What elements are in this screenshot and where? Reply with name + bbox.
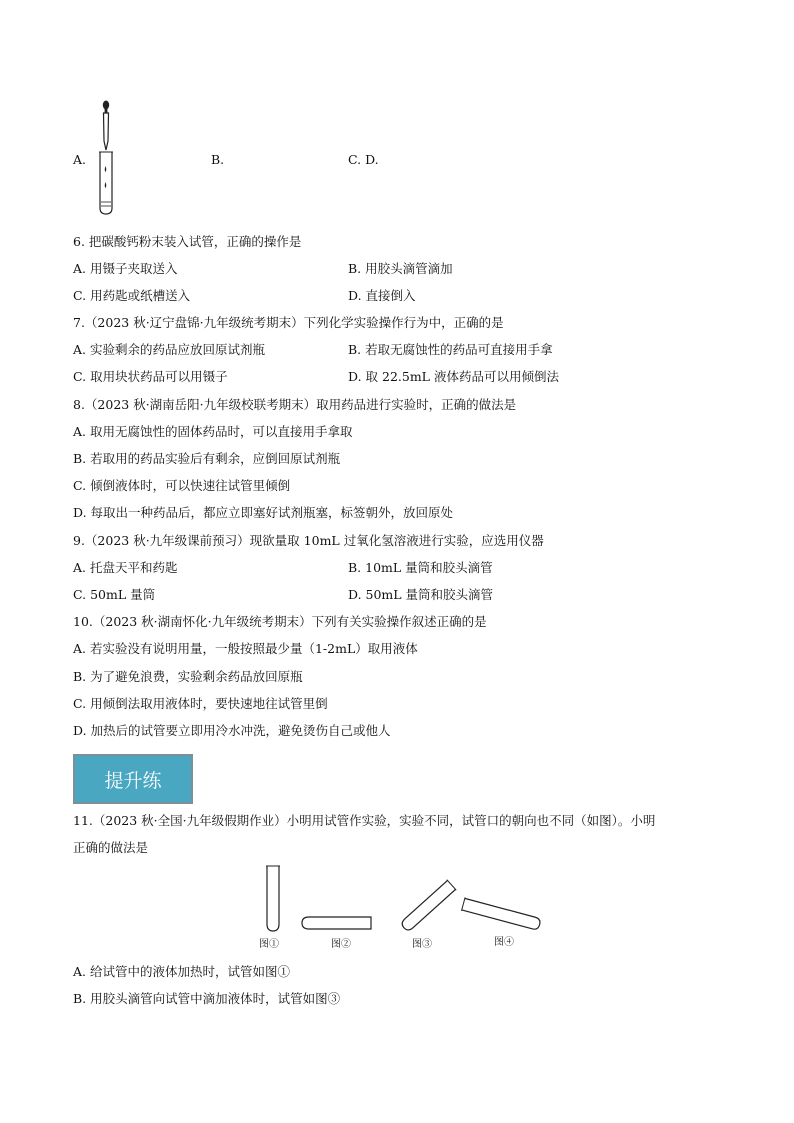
dropper-test-tube-figure <box>96 98 120 218</box>
test-tube-orientation-figure <box>255 862 545 942</box>
q6-option-b: B. 用胶头滴管滴加 <box>348 261 453 276</box>
q7-option-c: C. 取用块状药品可以用镊子 <box>73 369 228 384</box>
q7-option-a: A. 实验剩余的药品应放回原试剂瓶 <box>73 342 265 357</box>
figure-label-4: 图④ <box>494 937 514 948</box>
q9-option-d: D. 50mL 量筒和胶头滴管 <box>348 587 494 602</box>
q9-option-b: B. 10mL 量筒和胶头滴管 <box>348 560 493 575</box>
q6-option-a: A. 用镊子夹取送入 <box>73 261 178 276</box>
tube-4-tilted-down <box>462 898 541 930</box>
q6-option-d: D. 直接倒入 <box>348 288 416 303</box>
q11-option-b: B. 用胶头滴管向试管中滴加液体时，试管如图③ <box>73 991 341 1006</box>
tube-3-tilted <box>400 880 456 932</box>
q7-option-b: B. 若取无腐蚀性的药品可直接用手拿 <box>348 342 553 357</box>
dropper-neck <box>105 108 108 113</box>
figure-label-1: 图① <box>259 939 279 950</box>
tube-1-vertical <box>267 866 279 931</box>
q10-stem: 10.（2023 秋·湖南怀化·九年级统考期末）下列有关实验操作叙述正确的是 <box>73 614 487 629</box>
q8-option-c: C. 倾倒液体时，可以快速往试管里倾倒 <box>73 478 291 493</box>
q10-option-c: C. 用倾倒法取用液体时，要快速地往试管里倒 <box>73 696 328 711</box>
q9-option-c: C. 50mL 量筒 <box>73 587 156 602</box>
tube-2-horizontal <box>302 917 371 929</box>
q10-option-d: D. 加热后的试管要立即用冷水冲洗，避免烫伤自己或他人 <box>73 723 391 738</box>
q7-stem: 7.（2023 秋·辽宁盘锦·九年级统考期末）下列化学实验操作行为中，正确的是 <box>73 315 504 330</box>
q9-option-a: A. 托盘天平和药匙 <box>73 560 178 575</box>
figure-label-2: 图② <box>331 939 351 950</box>
q5-option-a: A. <box>73 152 87 167</box>
q11-stem-line1: 11.（2023 秋·全国·九年级假期作业）小明用试管作实验，实验不同，试管口的朝向也不同（如图）。小明 <box>73 813 656 828</box>
q9-stem: 9.（2023 秋·九年级课前预习）现欲量取 10mL 过氧化氢溶液进行实验，应选用仪器 <box>73 533 544 548</box>
droplet-2 <box>105 182 107 188</box>
q6-stem: 6. 把碳酸钙粉末装入试管，正确的操作是 <box>73 234 302 249</box>
droplet-1 <box>105 166 107 172</box>
test-tube <box>100 152 112 214</box>
q5-option-cd: C. D. <box>348 152 379 167</box>
section-banner: 提升练 <box>73 754 193 804</box>
q10-option-b: B. 为了避免浪费，实验剩余药品放回原瓶 <box>73 669 303 684</box>
figure-label-3: 图③ <box>412 939 432 950</box>
q10-option-a: A. 若实验没有说明用量，一般按照最少量（1-2mL）取用液体 <box>73 641 418 656</box>
q8-option-b: B. 若取用的药品实验后有剩余，应倒回原试剂瓶 <box>73 451 341 466</box>
q8-stem: 8.（2023 秋·湖南岳阳·九年级校联考期末）取用药品进行实验时，正确的做法是 <box>73 397 517 412</box>
dropper-body <box>104 113 109 150</box>
q8-option-d: D. 每取出一种药品后，都应立即塞好试剂瓶塞，标签朝外，放回原处 <box>73 505 454 520</box>
q8-option-a: A. 取用无腐蚀性的固体药品时，可以直接用手拿取 <box>73 424 353 439</box>
q7-option-d: D. 取 22.5mL 液体药品可以用倾倒法 <box>348 369 559 384</box>
q5-option-b: B. <box>211 152 225 167</box>
q6-option-c: C. 用药匙或纸槽送入 <box>73 288 191 303</box>
q11-option-a: A. 给试管中的液体加热时，试管如图① <box>73 964 290 979</box>
q11-stem-line2: 正确的做法是 <box>73 840 149 855</box>
